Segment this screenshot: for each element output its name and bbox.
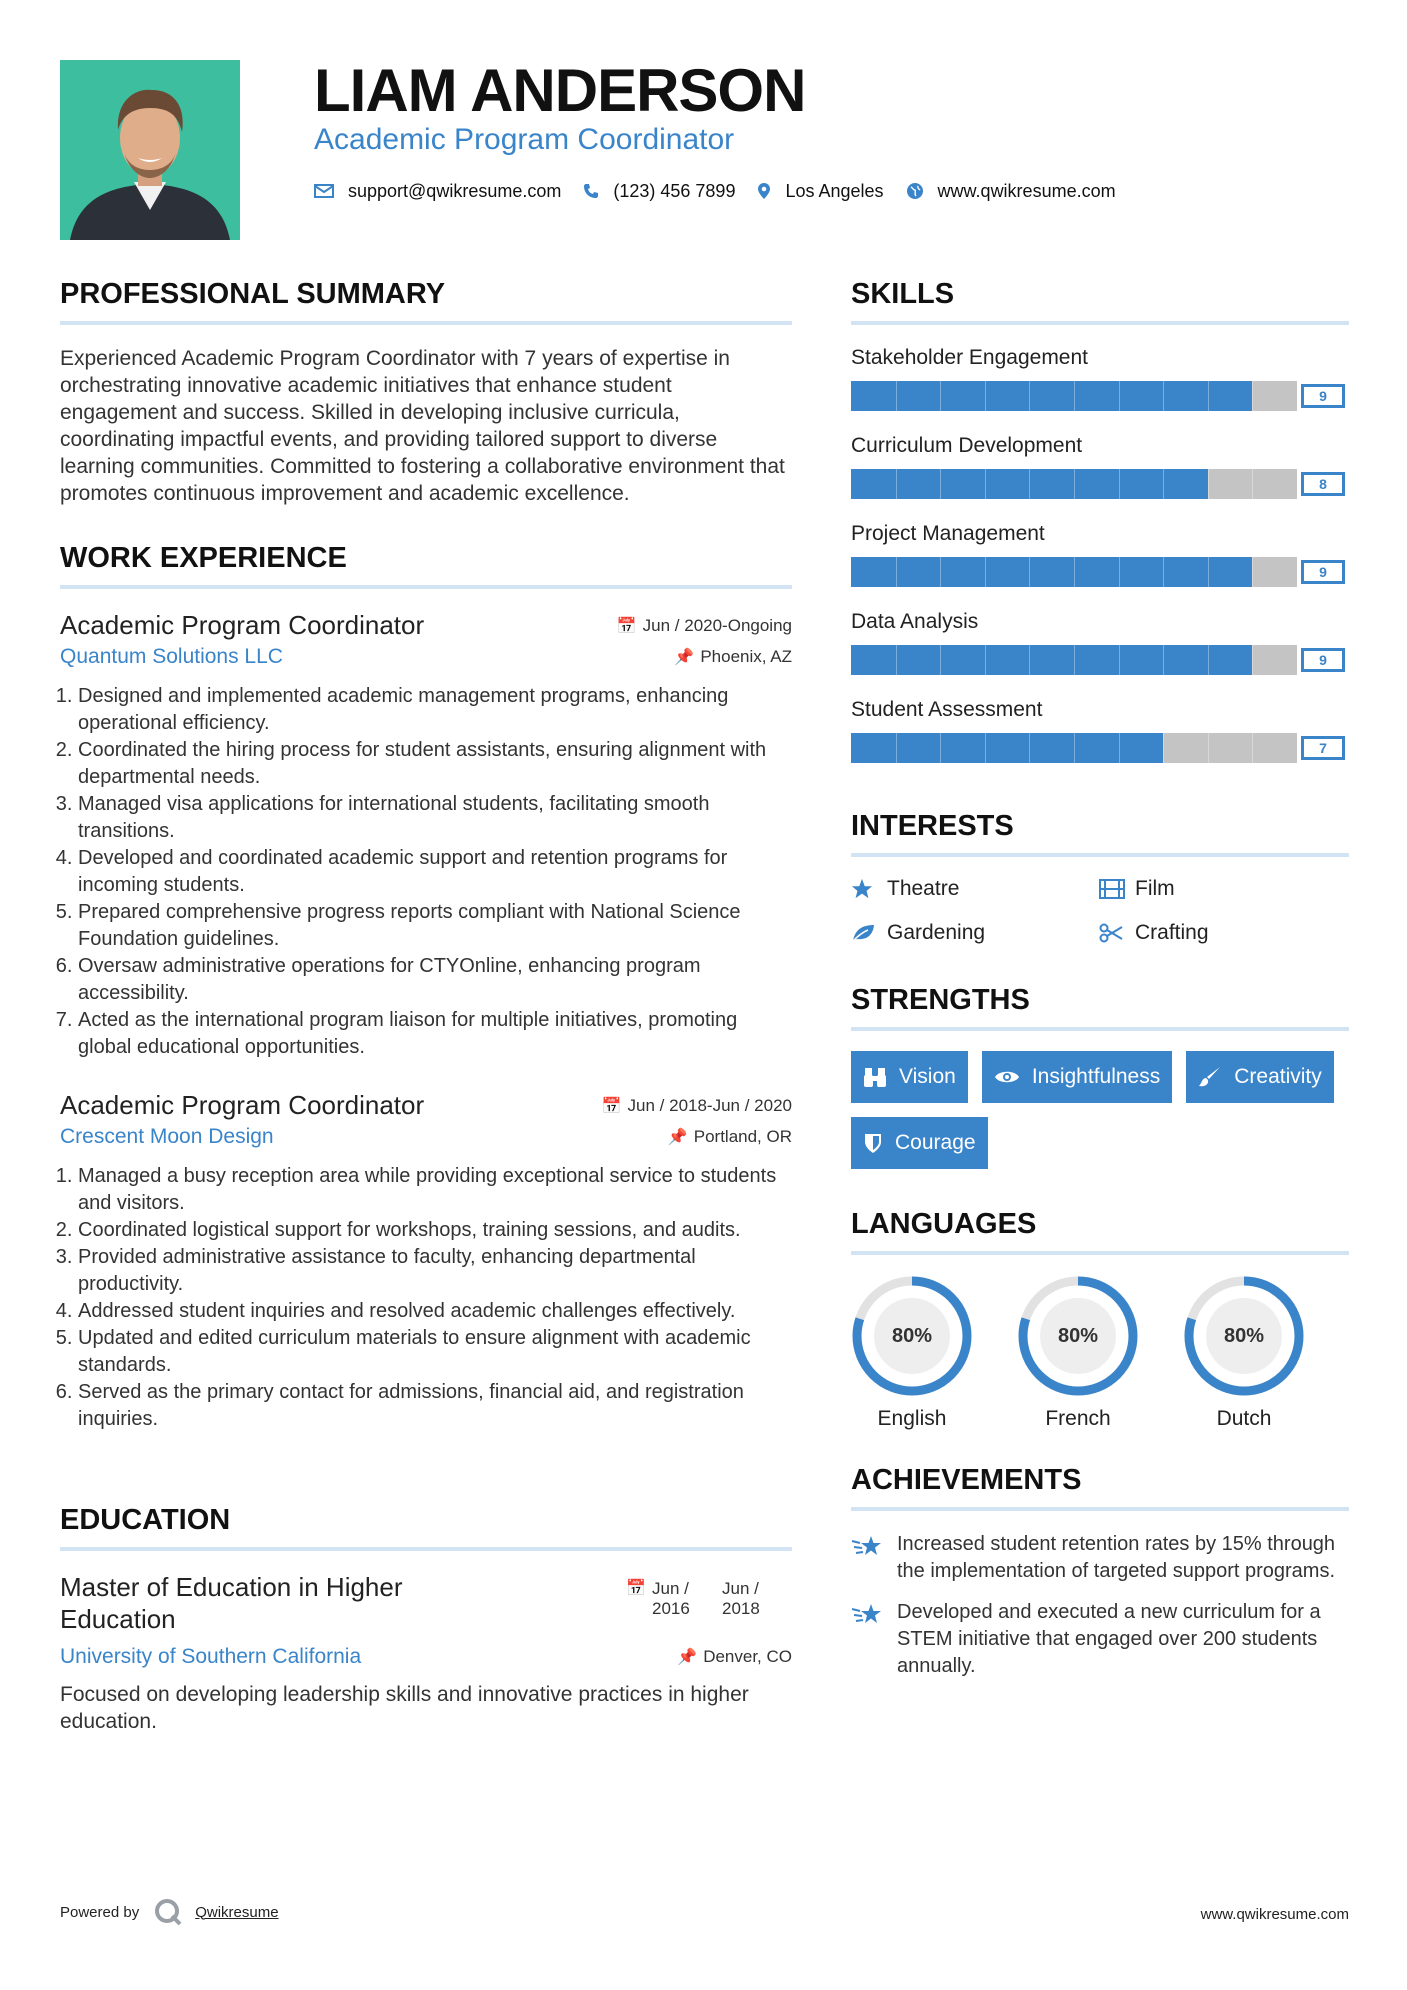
skill-level-badge: 9 xyxy=(1301,560,1345,584)
language-progress-ring xyxy=(851,1275,973,1397)
interest-label: Film xyxy=(1135,877,1175,900)
skill-track xyxy=(851,469,1297,499)
strength-label: Vision xyxy=(899,1065,956,1088)
shooting-star-icon xyxy=(851,1531,897,1585)
skill-segment-divider xyxy=(1252,645,1253,675)
section-divider xyxy=(60,585,792,589)
language-percent: 80% xyxy=(891,1324,933,1347)
education-location: Denver, CO xyxy=(703,1647,792,1666)
powered-by-label: Powered by xyxy=(60,1903,140,1921)
qwikresume-logo-icon xyxy=(153,1897,183,1927)
strength-tag xyxy=(851,1051,968,1103)
skill-segment-divider xyxy=(985,733,986,763)
language-percent: 80% xyxy=(1057,1324,1099,1347)
skill-segment-divider xyxy=(1163,557,1164,587)
strength-label: Insightfulness xyxy=(1031,1065,1161,1088)
job-entry xyxy=(60,1089,792,1433)
skill-segment-divider xyxy=(1029,557,1030,587)
footer-powered-by xyxy=(60,1897,279,1927)
envelope-icon xyxy=(314,183,334,199)
skill-segment-divider xyxy=(940,733,941,763)
list-item: 1. Designed and implemented academic management programs, enhancing operational efficiency. xyxy=(78,683,792,737)
achievement-text: Developed and executed a new curriculum for a STEM initiative that engaged over 200 students annually. xyxy=(897,1601,1321,1677)
skill-segment-divider xyxy=(1208,381,1209,411)
skill-segment-divider xyxy=(1119,557,1120,587)
skill-segment-divider xyxy=(1208,645,1209,675)
list-item: 5. Updated and edited curriculum materials to ensure alignment with academic standards. xyxy=(78,1325,792,1379)
job-title: Academic Program Coordinator xyxy=(60,610,425,640)
skill-segment-divider xyxy=(985,645,986,675)
contact-location: Los Angeles xyxy=(785,180,884,201)
skill-name: Data Analysis xyxy=(851,610,979,633)
globe-icon xyxy=(906,182,924,200)
skill-segment-divider xyxy=(1208,733,1209,763)
list-item: 3. Managed visa applications for international students, facilitating smooth transitions. xyxy=(78,791,792,845)
phone-icon xyxy=(583,183,599,199)
education-heading: EDUCATION xyxy=(60,1504,231,1536)
interest-label: Gardening xyxy=(887,921,986,944)
language-name: French xyxy=(1045,1407,1111,1430)
skill-segment-divider xyxy=(1163,469,1164,499)
skill-segment-divider xyxy=(1074,557,1075,587)
languages-heading: LANGUAGES xyxy=(851,1208,1037,1240)
job-entry xyxy=(60,609,792,1061)
section-divider xyxy=(851,1507,1349,1511)
skill-segment-divider xyxy=(1074,469,1075,499)
skill-segment-divider xyxy=(896,381,897,411)
language-progress-ring xyxy=(1183,1275,1305,1397)
skill-segment-divider xyxy=(1029,645,1030,675)
list-item: 4. Addressed student inquiries and resolved academic challenges effectively. xyxy=(78,1298,792,1325)
language-name: Dutch xyxy=(1216,1407,1272,1430)
pushpin-icon: 📌 xyxy=(674,649,695,666)
skill-segment-divider xyxy=(1252,733,1253,763)
skill-segment-divider xyxy=(1252,381,1253,411)
skill-segment-divider xyxy=(940,469,941,499)
skill-item xyxy=(851,609,1349,675)
skill-track xyxy=(851,557,1297,587)
skill-segment-divider xyxy=(1119,645,1120,675)
skill-fill xyxy=(851,645,1252,675)
language-percent: 80% xyxy=(1223,1324,1265,1347)
list-item: 4. Developed and coordinated academic support and retention programs for incoming students. xyxy=(78,845,792,899)
section-divider xyxy=(60,1547,792,1551)
skill-segment-divider xyxy=(1163,733,1164,763)
achievement-text: Increased student retention rates by 15% through the implementation of targeted support programs. xyxy=(897,1533,1336,1582)
skill-segment-divider xyxy=(985,381,986,411)
section-divider xyxy=(851,321,1349,325)
section-divider xyxy=(851,1027,1349,1031)
job-duties-list xyxy=(60,683,792,1061)
shooting-star-icon xyxy=(851,1599,897,1680)
strengths-list xyxy=(851,1051,1349,1169)
achievements-heading: ACHIEVEMENTS xyxy=(851,1464,1082,1496)
achievement-item xyxy=(851,1599,1349,1680)
skill-level-badge: 7 xyxy=(1301,736,1345,760)
skill-level-badge: 8 xyxy=(1301,472,1345,496)
language-name: English xyxy=(877,1407,947,1430)
job-dates: Jun / 2020-Ongoing xyxy=(642,616,792,635)
interest-item xyxy=(1099,877,1349,901)
calendar-icon: 📅 xyxy=(616,618,637,635)
skill-segment-divider xyxy=(1074,381,1075,411)
eye-icon xyxy=(994,1068,1020,1086)
job-company: Crescent Moon Design xyxy=(60,1125,274,1148)
skill-segment-divider xyxy=(896,733,897,763)
section-divider xyxy=(851,1251,1349,1255)
skill-bar xyxy=(851,469,1349,499)
list-item: 7. Acted as the international program liaison for multiple initiatives, promoting global educational opportunities. xyxy=(78,1007,792,1061)
skill-segment-divider xyxy=(896,645,897,675)
skills-heading: SKILLS xyxy=(851,278,955,310)
job-dates: Jun / 2018-Jun / 2020 xyxy=(627,1096,792,1115)
list-item: 1. Managed a busy reception area while providing exceptional service to students and visitors. xyxy=(78,1163,792,1217)
languages-list xyxy=(851,1275,1349,1431)
profile-photo xyxy=(60,60,240,240)
skill-item xyxy=(851,521,1349,587)
list-item: 2. Coordinated logistical support for workshops, training sessions, and audits. xyxy=(78,1217,792,1244)
skill-segment-divider xyxy=(1252,557,1253,587)
skill-segment-divider xyxy=(985,557,986,587)
skill-segment-divider xyxy=(1074,645,1075,675)
skill-fill xyxy=(851,733,1163,763)
skill-item xyxy=(851,345,1349,411)
skill-segment-divider xyxy=(896,469,897,499)
skill-segment-divider xyxy=(1029,381,1030,411)
section-divider xyxy=(60,321,792,325)
skill-track xyxy=(851,645,1297,675)
interest-label: Crafting xyxy=(1135,921,1209,944)
skill-segment-divider xyxy=(1163,381,1164,411)
job-title: Academic Program Coordinator xyxy=(60,1090,425,1120)
footer-website[interactable]: www.qwikresume.com xyxy=(1200,1906,1349,1923)
skill-segment-divider xyxy=(940,381,941,411)
candidate-name: LIAM ANDERSON xyxy=(314,57,806,124)
skill-track xyxy=(851,381,1297,411)
skill-track xyxy=(851,733,1297,763)
calendar-icon: 📅 xyxy=(626,1580,646,1597)
skill-fill xyxy=(851,381,1252,411)
strength-tag xyxy=(851,1117,988,1169)
contact-email[interactable]: support@qwikresume.com xyxy=(348,180,562,201)
section-divider xyxy=(851,853,1349,857)
skill-segment-divider xyxy=(985,469,986,499)
interests-list xyxy=(851,877,1349,945)
achievement-item xyxy=(851,1531,1349,1585)
film-icon xyxy=(1099,879,1135,899)
language-item xyxy=(1017,1275,1139,1431)
skill-fill xyxy=(851,557,1252,587)
interest-label: Theatre xyxy=(887,877,960,900)
strength-label: Creativity xyxy=(1234,1065,1322,1088)
pushpin-icon: 📌 xyxy=(667,1129,688,1146)
candidate-title: Academic Program Coordinator xyxy=(314,123,735,156)
language-item xyxy=(851,1275,973,1431)
degree-title: Master of Education in Higher Education xyxy=(60,1572,403,1634)
contact-website[interactable]: www.qwikresume.com xyxy=(937,180,1116,201)
skill-segment-divider xyxy=(896,557,897,587)
left-column xyxy=(60,275,792,1735)
job-location: Portland, OR xyxy=(693,1127,792,1146)
skills-list xyxy=(851,345,1349,763)
contact-row xyxy=(314,178,1138,204)
calendar-icon: 📅 xyxy=(601,1098,622,1115)
leaf-icon xyxy=(851,923,887,943)
job-duties-list xyxy=(60,1163,792,1433)
skill-segment-divider xyxy=(1119,733,1120,763)
strength-tag xyxy=(982,1051,1172,1103)
strength-tag xyxy=(1186,1051,1334,1103)
binoculars-icon xyxy=(863,1066,887,1088)
skill-segment-divider xyxy=(1252,469,1253,499)
list-item: 3. Provided administrative assistance to faculty, enhancing departmental productivity. xyxy=(78,1244,792,1298)
skill-segment-divider xyxy=(940,645,941,675)
skill-segment-divider xyxy=(1029,469,1030,499)
summary-heading: PROFESSIONAL SUMMARY xyxy=(60,278,446,310)
pushpin-icon: 📌 xyxy=(677,1649,698,1666)
shield-icon xyxy=(863,1132,883,1154)
summary-text: Experienced Academic Program Coordinator with 7 years of expertise in orchestrating innovative academic initiatives that enhance student engagement and success. Skilled in developing inclusive curricula, coordinating impactful events, and providing tailored support to diverse learning communities. Committed to fostering a collaborative environment that promotes continuous improvement and academic excellence. xyxy=(60,347,785,505)
skill-segment-divider xyxy=(1208,557,1209,587)
skill-item xyxy=(851,433,1349,499)
experience-heading: WORK EXPERIENCE xyxy=(60,542,347,574)
language-progress-ring xyxy=(1017,1275,1139,1397)
interests-heading: INTERESTS xyxy=(851,810,1014,842)
language-item xyxy=(1183,1275,1305,1431)
list-item: 2. Coordinated the hiring process for student assistants, ensuring alignment with departmental needs. xyxy=(78,737,792,791)
list-item: 6. Served as the primary contact for admissions, financial aid, and registration inquiries. xyxy=(78,1379,792,1433)
skill-bar xyxy=(851,645,1349,675)
skill-segment-divider xyxy=(1119,381,1120,411)
list-item: 5. Prepared comprehensive progress reports compliant with National Science Foundation guidelines. xyxy=(78,899,792,953)
education-start-date: Jun / 2016 xyxy=(652,1579,690,1618)
skill-item xyxy=(851,697,1349,763)
right-column xyxy=(851,275,1349,1694)
interest-item xyxy=(1099,921,1349,945)
job-company: Quantum Solutions LLC xyxy=(60,645,283,668)
skill-name: Project Management xyxy=(851,522,1045,545)
skill-segment-divider xyxy=(940,557,941,587)
strength-label: Courage xyxy=(895,1131,976,1154)
education-end-date: Jun / 2018 xyxy=(722,1579,760,1618)
skill-name: Curriculum Development xyxy=(851,434,1083,457)
qwikresume-link[interactable]: Qwikresume xyxy=(195,1903,279,1921)
skill-segment-divider xyxy=(1208,469,1209,499)
skill-bar xyxy=(851,733,1349,763)
skill-name: Student Assessment xyxy=(851,698,1043,721)
interest-item xyxy=(851,921,1099,945)
education-description: Focused on developing leadership skills and innovative practices in higher education. xyxy=(60,1683,749,1733)
skill-level-badge: 9 xyxy=(1301,384,1345,408)
skill-segment-divider xyxy=(1119,469,1120,499)
skill-segment-divider xyxy=(1029,733,1030,763)
skill-name: Stakeholder Engagement xyxy=(851,346,1088,369)
skill-level-badge: 9 xyxy=(1301,648,1345,672)
skill-bar xyxy=(851,557,1349,587)
contact-phone[interactable]: (123) 456 7899 xyxy=(613,180,736,201)
interest-item xyxy=(851,877,1099,901)
skill-segment-divider xyxy=(1074,733,1075,763)
scissors-icon xyxy=(1099,923,1135,943)
job-location: Phoenix, AZ xyxy=(700,647,792,666)
map-pin-icon xyxy=(757,182,771,200)
school-name: University of Southern California xyxy=(60,1645,362,1668)
list-item: 6. Oversaw administrative operations for CTYOnline, enhancing program accessibility. xyxy=(78,953,792,1007)
brush-icon xyxy=(1198,1065,1222,1089)
strengths-heading: STRENGTHS xyxy=(851,984,1030,1016)
skill-segment-divider xyxy=(1163,645,1164,675)
star-icon xyxy=(851,878,887,900)
skill-bar xyxy=(851,381,1349,411)
